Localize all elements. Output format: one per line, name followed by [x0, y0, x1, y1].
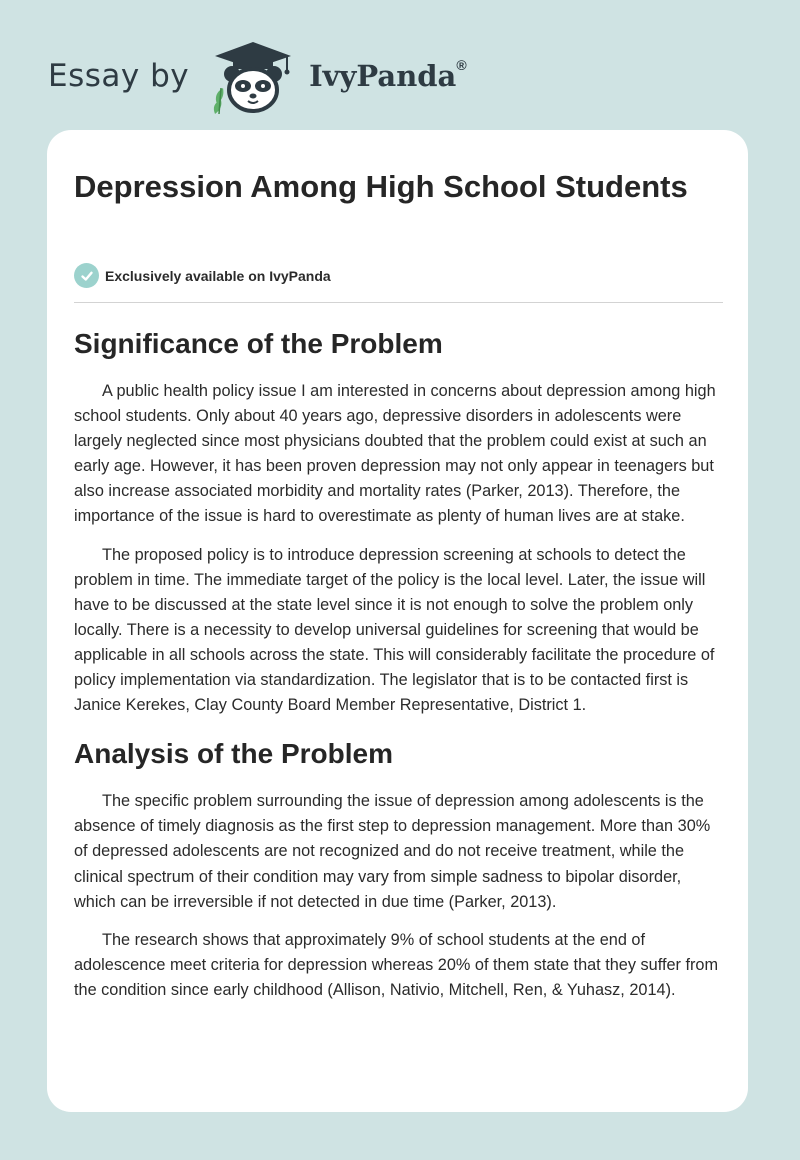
- panda-logo-icon: [203, 36, 303, 116]
- exclusive-badge: [74, 263, 331, 288]
- brand-name: IvyPanda®: [309, 57, 467, 93]
- paragraph: The specific problem surrounding the issue of depression among adolescents is the absence of timely diagnosis as the first step to depression management. More than 30% of depressed adolescents are not recognized and do not receive treatment, while the clinical spectrum of their condition may vary from simple sadness to bipolar disorder, which can be irreversible if not detected in due time (Parker, 2013).: [74, 792, 711, 911]
- page-title: Depression Among High School Students: [74, 169, 688, 204]
- paragraph: The research shows that approximately 9% of school students at the end of adolescence meet criteria for depression whereas 20% of them state that they suffer from the condition since early childhood (Allison, Nativio, Mitchell, Ren, & Yuhasz, 2014).: [74, 930, 719, 999]
- registered-mark: ®: [456, 57, 467, 73]
- paragraph: A public health policy issue I am interested in concerns about depression among high school students. Only about 40 years ago, depressive disorders in adolescents were largely neglected since most physicians doubted that the problem could exist at such an early age. However, it has been proven depression may not only appear in teenagers but also increase associated morbidity and mortality rates (Parker, 2013). Therefore, the importance of the issue is hard to overestimate as plenty of human lives are at stake.: [74, 382, 716, 526]
- essay-body: [74, 326, 724, 1016]
- checkmark-icon: [74, 263, 99, 288]
- site-header: [48, 36, 467, 116]
- paragraph: The proposed policy is to introduce depression screening at schools to detect the problem in time. The immediate target of the policy is the local level. Later, the issue will have to be discussed at the state level since it is not enough to solve the problem only locally. There is a necessity to develop universal guidelines for screening that would be applicable in all schools across the state. This will considerably facilitate the procedure of policy implementation via standardization. The legislator that is to be contacted first is Janice Kerekes, Clay County Board Member Representative, District 1.: [74, 545, 715, 715]
- section-heading: Analysis of the Problem: [74, 738, 393, 770]
- essay-card: [47, 130, 748, 1112]
- essay-by-label: Essay by: [48, 58, 190, 94]
- exclusive-badge-label: Exclusively available on IvyPanda: [105, 267, 331, 284]
- divider: [74, 302, 723, 303]
- section-heading: Significance of the Problem: [74, 328, 443, 359]
